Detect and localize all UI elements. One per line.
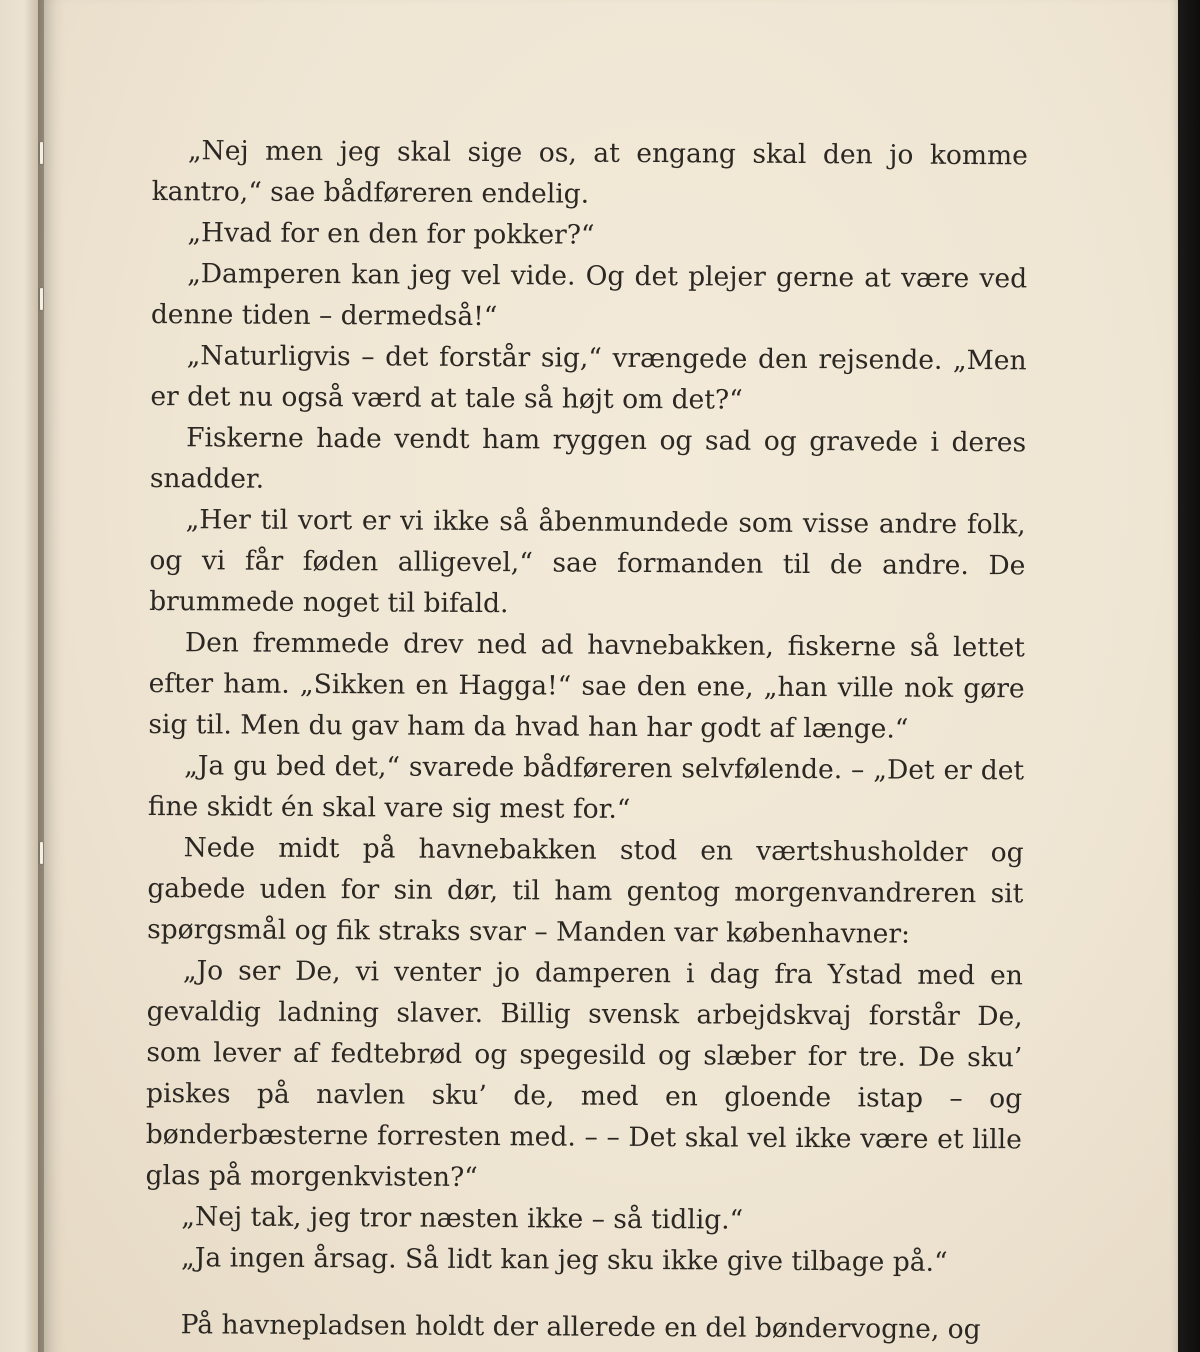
binding-stitch xyxy=(40,288,43,310)
binding-stitch xyxy=(40,142,43,164)
paragraph: „Ja ingen årsag. Så lidt kan jeg sku ikke give tilbage på.“ xyxy=(181,1242,948,1278)
binding-stitch xyxy=(40,842,43,864)
paragraph: „Ja gu bed det,“ svarede bådføreren selvfølende. – „Det er det fine skidt én skal vare sig mest for.“ xyxy=(147,750,1025,825)
paragraph: „Damperen kan jeg vel vide. Og det plejer gerne at være ved denne tiden – dermedså!“ xyxy=(150,258,1028,333)
paragraph: „Nej men jeg skal sige os, at engang skal den jo komme kantro,“ sae bådføreren endelig. xyxy=(151,135,1028,210)
paragraph: „Jo ser De, vi venter jo damperen i dag fra Ystad med en gevaldig ladning slaver. Billig svensk arbejdskvaj forstår De, som lever af fedtebrød og spegesild og slæber for tre. De sku’ piskes på navlen sku’ de, med en gloende istap – og bønderbæsterne forresten med. – – Det skal vel ikke være et lille glas på morgenkvisten?“ xyxy=(145,955,1023,1194)
paragraph: Fiskerne hade vendt ham ryggen og sad og gravede i deres snadder. xyxy=(149,422,1027,495)
paragraph: „Hvad for en den for pokker?“ xyxy=(187,217,595,251)
page-edge-shadow xyxy=(1178,0,1200,1352)
paragraph: Nede midt på havnebakken stod en værtshusholder og gabede uden for sin dør, til ham gentog morgenvandreren sit spørgsmål og fik straks svar – Manden var københavner: xyxy=(147,832,1024,950)
paragraph: „Nej tak, jeg tror næsten ikke – så tidlig.“ xyxy=(181,1201,744,1236)
paragraph: „Naturligvis – det forstår sig,“ vrængede den rejsende. „Men er det nu også værd at tale så højt om det?“ xyxy=(150,340,1027,416)
body-text xyxy=(145,130,1028,1350)
paragraph: „Her til vort er vi ikke så åbenmundede som visse andre folk, og vi får føden alligevel,“ sae formanden til de andre. De brummede noget til bifald. xyxy=(149,504,1026,620)
paragraph: På havnepladsen holdt der allerede en del bøndervogne, og xyxy=(180,1309,981,1346)
paragraph: Den fremmede drev ned ad havnebakken, fiskerne så lettet efter ham. „Sikken en Hagga!“ sae den ene, „han ville nok gøre sig til. Men du gav ham da hvad han har godt af længe.“ xyxy=(148,627,1025,745)
